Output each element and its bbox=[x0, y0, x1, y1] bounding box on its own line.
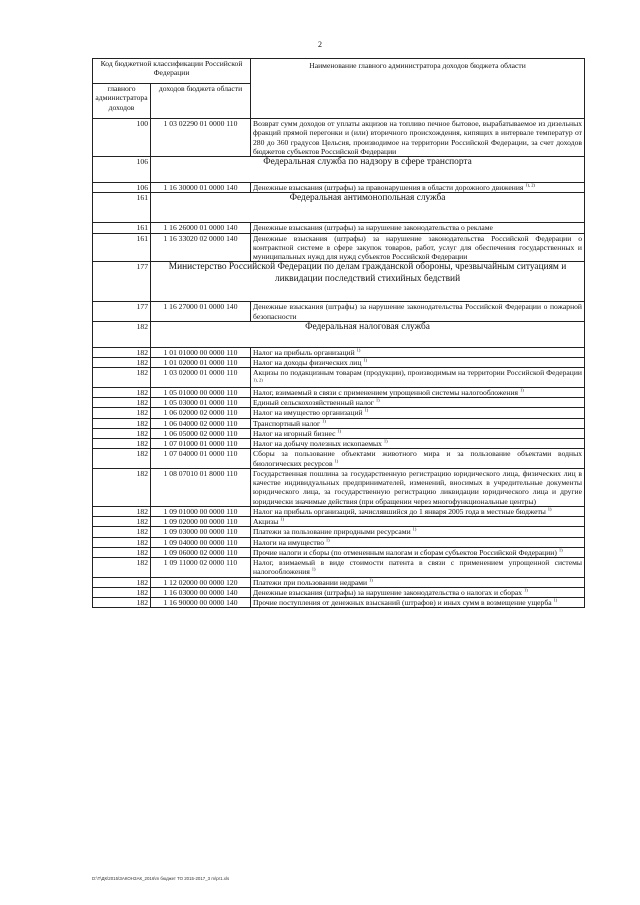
income-name-cell bbox=[251, 387, 585, 397]
footnote-mark: 1) bbox=[311, 566, 316, 572]
table-row bbox=[93, 587, 585, 597]
admin-code-cell: 182 bbox=[93, 527, 151, 537]
income-name-cell bbox=[251, 547, 585, 557]
admin-code-cell: 182 bbox=[93, 449, 151, 469]
footnote-mark: 1) bbox=[356, 347, 361, 353]
footnote-mark: 1) bbox=[553, 597, 558, 603]
income-name-cell bbox=[251, 408, 585, 418]
footnote-mark: 1) bbox=[364, 407, 369, 413]
income-name-cell bbox=[251, 418, 585, 428]
page-number: 2 bbox=[318, 40, 322, 49]
income-name-cell bbox=[251, 233, 585, 262]
income-name-text: Налог, взимаемый в связи с применением упрощенной системы налогообложения bbox=[253, 387, 519, 397]
income-code-cell: 1 09 01000 00 0000 110 bbox=[151, 506, 251, 516]
section-row bbox=[93, 321, 585, 347]
income-name-cell bbox=[251, 517, 585, 527]
admin-code-cell: 182 bbox=[93, 398, 151, 408]
income-code-cell: 1 09 11000 02 0000 110 bbox=[151, 558, 251, 578]
name-column-header: Наименование главного администратора доходов бюджета области bbox=[251, 59, 585, 119]
income-name-cell bbox=[251, 347, 585, 357]
table-row bbox=[93, 368, 585, 388]
income-name-cell bbox=[251, 449, 585, 469]
income-name-text: Денежные взыскания (штрафы) за нарушение законодательства Российской Федерации о пожарной безопасности bbox=[253, 302, 582, 321]
income-name-text: Прочие поступления от денежных взысканий (штрафов) и иных сумм в возмещение ущерба bbox=[253, 598, 552, 607]
income-name-text: Сборы за пользование объектами животного мира и за пользование объектами водных биологических ресурсов bbox=[253, 449, 582, 468]
footnote-mark: 1) bbox=[337, 428, 342, 434]
income-code-cell: 1 03 02290 01 0000 110 bbox=[151, 119, 251, 157]
admin-code-cell: 161 bbox=[93, 223, 151, 233]
footnote-mark: 1) bbox=[383, 438, 388, 444]
income-name-cell bbox=[251, 537, 585, 547]
admin-code-cell: 177 bbox=[93, 302, 151, 322]
admin-code-cell: 182 bbox=[93, 506, 151, 516]
table-row bbox=[93, 577, 585, 587]
section-title: Министерство Российской Федерации по делам гражданской обороны, чрезвычайным ситуациям и ликвидации последствий стихийных бедствий bbox=[151, 262, 585, 302]
income-code-cell: 1 06 02000 02 0000 110 bbox=[151, 408, 251, 418]
income-code-cell: 1 06 05000 02 0000 110 bbox=[151, 428, 251, 438]
section-title: Федеральная налоговая служба bbox=[151, 321, 585, 347]
table-row bbox=[93, 468, 585, 506]
income-name-cell bbox=[251, 558, 585, 578]
income-code-cell: 1 09 03000 00 0000 110 bbox=[151, 527, 251, 537]
table-row bbox=[93, 506, 585, 516]
table-row bbox=[93, 537, 585, 547]
income-name-cell bbox=[251, 439, 585, 449]
income-name-text: Возврат сумм доходов от уплаты акцизов на топливо печное бытовое, вырабатываемое из дизельных фракций прямой перегонки и (или) вторичного происхождения, кипящих в интервале температур от 280 до 360 градусов Цельсия, производимое на территории Российской Федерации, за счет доходов бюджетов субъектов Российской Федерации bbox=[253, 119, 582, 156]
header-row-top bbox=[93, 59, 585, 84]
income-name-text: Платежи при пользовании недрами bbox=[253, 577, 368, 587]
income-code-cell: 1 16 03000 00 0000 140 bbox=[151, 587, 251, 597]
admin-code-cell: 161 bbox=[93, 233, 151, 262]
footnote-mark: 1) bbox=[369, 576, 373, 582]
income-name-cell bbox=[251, 587, 585, 597]
income-code-cell: 1 01 01000 00 0000 110 bbox=[151, 347, 251, 357]
income-name-text: Налог на доходы физических лиц bbox=[253, 358, 362, 367]
admin-code-cell: 106 bbox=[93, 157, 151, 183]
admin-code-cell: 182 bbox=[93, 577, 151, 587]
table-row bbox=[93, 517, 585, 527]
footnote-mark: 1) bbox=[280, 516, 285, 522]
admin-code-cell: 182 bbox=[93, 408, 151, 418]
footnote-mark: 1) bbox=[412, 526, 417, 532]
admin-code-cell: 182 bbox=[93, 347, 151, 357]
table-row bbox=[93, 398, 585, 408]
footnote-mark: 1) bbox=[558, 547, 563, 553]
admin-code-cell: 161 bbox=[93, 193, 151, 223]
income-code-cell: 1 16 27000 01 0000 140 bbox=[151, 302, 251, 322]
admin-code-cell: 182 bbox=[93, 368, 151, 388]
admin-code-cell: 182 bbox=[93, 358, 151, 368]
income-code-cell: 1 09 04000 00 0000 110 bbox=[151, 537, 251, 547]
admin-code-cell: 182 bbox=[93, 598, 151, 608]
income-name-text: Платежи за пользование природными ресурсами bbox=[253, 527, 411, 537]
income-name-text: Акцизы bbox=[253, 517, 279, 526]
table-row bbox=[93, 428, 585, 438]
income-code-cell: 1 16 90000 00 0000 140 bbox=[151, 598, 251, 608]
section-row bbox=[93, 193, 585, 223]
admin-code-cell: 182 bbox=[93, 558, 151, 578]
income-name-text: Денежные взыскания (штрафы) за нарушение законодательства о налогах и сборах bbox=[253, 587, 523, 597]
income-code-cell: 1 05 01000 00 0000 110 bbox=[151, 387, 251, 397]
table-row bbox=[93, 558, 585, 578]
table-row bbox=[93, 449, 585, 469]
income-name-text: Налог, взимаемый в виде стоимости патента в связи с применением упрощенной системы налогообложения bbox=[253, 558, 582, 577]
table-row bbox=[93, 302, 585, 322]
footnote-mark: 1) bbox=[519, 387, 524, 393]
table-row bbox=[93, 439, 585, 449]
income-name-text: Государственная пошлина за государственную регистрацию юридического лица, физических лиц в качестве индивидуальных предпринимателей, изменений, вносимых в учредительные документы юридического лица, за государственную регистрацию ликвидации юридического лица и другие юридически значимые действия (при обращении через многофункциональные центры) bbox=[253, 468, 582, 506]
admin-code-cell: 182 bbox=[93, 537, 151, 547]
income-name-cell bbox=[251, 119, 585, 157]
table-row bbox=[93, 527, 585, 537]
income-column-header: доходов бюджета области bbox=[151, 84, 251, 119]
table-row bbox=[93, 119, 585, 157]
income-name-cell bbox=[251, 368, 585, 388]
income-name-cell bbox=[251, 428, 585, 438]
table-row bbox=[93, 387, 585, 397]
income-code-cell: 1 05 03000 01 0000 110 bbox=[151, 398, 251, 408]
income-name-cell bbox=[251, 506, 585, 516]
income-name-text: Налог на игорный бизнес bbox=[253, 428, 336, 438]
income-code-cell: 1 12 02000 00 0000 120 bbox=[151, 577, 251, 587]
file-path-footer: D:\Т\ДК\2015\ЗАКОНЗАК_2016\m бюджет ТО 2015-2017_3 m\pr1.xls bbox=[92, 876, 230, 881]
table-row bbox=[93, 418, 585, 428]
income-name-text: Налог на добычу полезных ископаемых bbox=[253, 439, 382, 448]
income-name-text: Денежные взыскания (штрафы) за нарушение законодательства Российской Федерации о контрактной системе в сфере закупок товаров, работ, услуг для обеспечения государственных и муниципальных нужд для нужд субъектов Российской Федерации bbox=[253, 233, 582, 261]
admin-code-cell: 182 bbox=[93, 468, 151, 506]
income-name-cell bbox=[251, 302, 585, 322]
admin-code-cell: 100 bbox=[93, 119, 151, 157]
income-code-cell: 1 09 02000 00 0000 110 bbox=[151, 517, 251, 527]
table-row bbox=[93, 598, 585, 608]
income-name-text: Налог на прибыль организаций bbox=[253, 347, 355, 357]
footnote-mark: 1) bbox=[334, 457, 339, 463]
income-code-cell: 1 16 26000 01 0000 140 bbox=[151, 223, 251, 233]
income-code-cell: 1 07 01000 01 0000 110 bbox=[151, 439, 251, 449]
footnote-mark: 1) bbox=[547, 506, 552, 512]
footnote-mark: 1) bbox=[523, 587, 528, 593]
admin-code-cell: 106 bbox=[93, 183, 151, 193]
income-name-text: Акцизы по подакцизным товарам (продукции), производимым на территории Российской Федерации bbox=[253, 368, 582, 378]
footnote-mark: 1) bbox=[322, 417, 326, 423]
table-row bbox=[93, 347, 585, 357]
income-name-cell bbox=[251, 223, 585, 233]
section-title: Федеральная антимонопольная служба bbox=[151, 193, 585, 223]
income-name-text: Прочие налоги и сборы (по отмененным налогам и сборам субъектов Российской Федерации) bbox=[253, 547, 557, 557]
section-title: Федеральная служба по надзору в сфере транспорта bbox=[151, 157, 585, 183]
table-row bbox=[93, 408, 585, 418]
footnote-mark: 1), 2) bbox=[253, 376, 263, 382]
income-name-cell bbox=[251, 468, 585, 506]
admin-code-cell: 182 bbox=[93, 321, 151, 347]
income-code-cell: 1 01 02000 01 0000 110 bbox=[151, 358, 251, 368]
admin-code-cell: 182 bbox=[93, 439, 151, 449]
income-name-cell bbox=[251, 398, 585, 408]
table-row bbox=[93, 358, 585, 368]
revenue-administrators-table bbox=[92, 58, 585, 608]
admin-code-cell: 182 bbox=[93, 587, 151, 597]
admin-code-cell: 177 bbox=[93, 262, 151, 302]
income-code-cell: 1 09 06000 02 0000 110 bbox=[151, 547, 251, 557]
kbk-header: Код бюджетной классификации Российской Федерации bbox=[93, 59, 251, 84]
income-name-text: Налоги на имущество bbox=[253, 537, 325, 547]
income-code-cell: 1 06 04000 02 0000 110 bbox=[151, 418, 251, 428]
footnote-mark: 1) bbox=[363, 357, 368, 363]
footnote-mark: 1) bbox=[375, 397, 380, 403]
admin-code-cell: 182 bbox=[93, 428, 151, 438]
income-name-cell bbox=[251, 527, 585, 537]
income-code-cell: 1 16 33020 02 0000 140 bbox=[151, 233, 251, 262]
section-row bbox=[93, 262, 585, 302]
admin-column-header: главного администратора доходов bbox=[93, 84, 151, 119]
income-name-text: Налог на прибыль организаций, зачислявшийся до 1 января 2005 года в местные бюджеты bbox=[253, 506, 546, 516]
income-name-text: Единый сельскохозяйственный налог bbox=[253, 398, 374, 407]
income-code-cell: 1 08 07010 01 8000 110 bbox=[151, 468, 251, 506]
admin-code-cell: 182 bbox=[93, 517, 151, 527]
footnote-mark: 1) bbox=[325, 536, 330, 542]
admin-code-cell: 182 bbox=[93, 547, 151, 557]
admin-code-cell: 182 bbox=[93, 387, 151, 397]
income-code-cell: 1 16 30000 01 0000 140 bbox=[151, 183, 251, 193]
income-name-cell bbox=[251, 358, 585, 368]
income-name-text: Денежные взыскания (штрафы) за нарушение законодательства о рекламе bbox=[253, 223, 493, 233]
table-row bbox=[93, 183, 585, 193]
section-row bbox=[93, 157, 585, 183]
admin-code-cell: 182 bbox=[93, 418, 151, 428]
footnote-mark: 1), 2) bbox=[525, 182, 536, 188]
income-name-cell bbox=[251, 577, 585, 587]
income-name-text: Налог на имущество организаций bbox=[253, 408, 363, 418]
income-name-cell bbox=[251, 183, 585, 193]
income-name-cell bbox=[251, 598, 585, 608]
income-name-text: Денежные взыскания (штрафы) за правонарушения в области дорожного движения bbox=[253, 183, 524, 192]
table-row bbox=[93, 547, 585, 557]
table-row bbox=[93, 223, 585, 233]
income-name-text: Транспортный налог bbox=[253, 418, 321, 428]
table-row bbox=[93, 233, 585, 262]
income-code-cell: 1 03 02000 01 0000 110 bbox=[151, 368, 251, 388]
income-code-cell: 1 07 04000 01 0000 110 bbox=[151, 449, 251, 469]
table-body bbox=[93, 119, 585, 608]
